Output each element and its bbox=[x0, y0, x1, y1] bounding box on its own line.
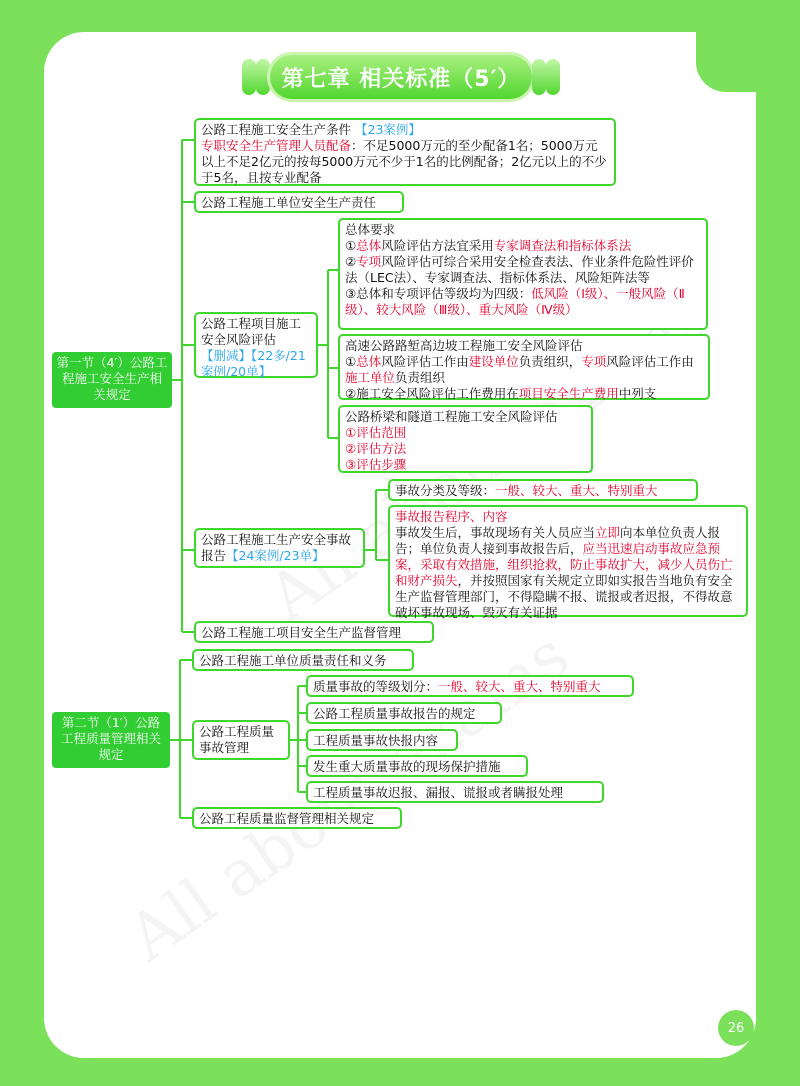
accident-levels-box bbox=[388, 479, 698, 501]
safety-conditions-title: 公路工程施工安全生产条件 bbox=[201, 122, 352, 137]
text: 事故发生后，事故现场有关人员应当 bbox=[395, 525, 596, 540]
text: 风险评估工作由 bbox=[381, 354, 469, 369]
bridge-tunnel-risk-box bbox=[338, 405, 593, 473]
section2-label: 第二节（1′）公路工程质量管理相关规定 bbox=[52, 712, 170, 768]
text: 负责组织 bbox=[395, 370, 446, 385]
text: 风险评估可综合采用安全检查表法、作业条件危险性评价法（LEC法）、专家调查法、指标体系法、风险矩阵法等 bbox=[345, 254, 694, 285]
text: ，并按照国家有关规定立即如实报告当地负有安全生产监督管理部门，不得隐瞒不报、谎报或者迟报，不得故意破坏事故现场、毁灭有关证据 bbox=[395, 573, 733, 620]
report-procedure-box bbox=[388, 505, 748, 620]
risk-assessment-title: 公路工程项目施工安全风险评估 bbox=[201, 316, 302, 347]
overall-requirements-title: 总体要求 bbox=[345, 222, 396, 237]
quality-supervision-box: 公路工程质量监督管理相关规定 bbox=[192, 807, 402, 829]
page-number: 26 bbox=[718, 1010, 754, 1046]
highlight: ①评估范围 bbox=[345, 425, 407, 440]
text: ② bbox=[345, 254, 357, 269]
text: ②施工安全风险评估工作费用在 bbox=[345, 386, 519, 401]
highlight: 一般、较大、重大、特别重大 bbox=[495, 483, 658, 498]
text: ① bbox=[345, 238, 357, 253]
highlight: 专项 bbox=[581, 354, 607, 369]
safety-supervision-box: 公路工程施工项目安全生产监督管理 bbox=[194, 621, 434, 643]
highlight: 专家调查法和指标体系法 bbox=[493, 238, 632, 253]
text: 风险评估工作由 bbox=[606, 354, 694, 369]
highlight: 总体 bbox=[356, 238, 382, 253]
highlight: 一般、较大、重大、特别重大 bbox=[438, 679, 601, 694]
highlight: 立即 bbox=[595, 525, 621, 540]
slope-risk-title: 高速公路路堑高边坡工程施工安全风险评估 bbox=[345, 338, 583, 353]
quality-flash-report-box: 工程质量事故快报内容 bbox=[306, 729, 458, 751]
highlight: ③评估步骤 bbox=[345, 457, 407, 472]
unit-responsibility-box: 公路工程施工单位安全生产责任 bbox=[194, 191, 404, 213]
highlight: 总体 bbox=[356, 354, 382, 369]
quality-report-rules-box: 公路工程质量事故报告的规定 bbox=[306, 702, 502, 724]
text: 风险评估方法宜采用 bbox=[381, 238, 494, 253]
highlight: 低风险（Ⅰ级）、一般风险（Ⅱ级）、较大风险（Ⅲ级）、重大风险（Ⅳ级） bbox=[345, 286, 685, 317]
highlight: 建设单位 bbox=[468, 354, 519, 369]
text: 负责组织， bbox=[518, 354, 582, 369]
text: 向本单位负责人报告；单位负责人接到事故报告后， bbox=[395, 525, 721, 556]
safety-staff-highlight: 专职安全生产管理人员配备 bbox=[201, 138, 352, 153]
late-report-handling-box: 工程质量事故迟报、漏报、谎报或者瞒报处理 bbox=[306, 781, 604, 803]
text: ③总体和专项评估等级均为四级： bbox=[345, 286, 532, 301]
highlight: 应当迅速启动事故应急预案，采取有效措施，组织抢救，防止事故扩大，减少人员伤亡和财产损失 bbox=[395, 541, 733, 588]
highlight: 项目安全生产费用 bbox=[518, 386, 619, 401]
accident-report-title: 公路工程施工生产安全事故报告 bbox=[201, 532, 352, 563]
section1-label: 第一节（4′）公路工程施工安全生产相关规定 bbox=[52, 352, 172, 408]
accident-report-box bbox=[194, 528, 365, 568]
bridge-tunnel-risk-title: 公路桥梁和隧道工程施工安全风险评估 bbox=[345, 409, 558, 424]
highlight: 专项 bbox=[356, 254, 382, 269]
text: 质量事故的等级划分： bbox=[313, 679, 439, 694]
text: ① bbox=[345, 354, 357, 369]
quality-levels-box bbox=[306, 675, 634, 697]
safety-conditions-box bbox=[194, 118, 616, 186]
slope-risk-box bbox=[338, 334, 710, 400]
safety-staff-text: ：不足5000万元的至少配备1名；5000万元以上不足2亿元的按每5000万元不少于1名的比例配备；2亿元以上的不少于5名，且按专业配备 bbox=[201, 138, 607, 185]
highlight: 施工单位 bbox=[345, 370, 396, 385]
chapter-title: 第七章 相关标准（5′） bbox=[281, 66, 521, 92]
risk-assessment-box bbox=[194, 312, 318, 378]
text: 事故分类及等级： bbox=[395, 483, 496, 498]
text: 中列支 bbox=[618, 386, 657, 401]
site-protection-box: 发生重大质量事故的现场保护措施 bbox=[306, 755, 528, 777]
report-procedure-title: 事故报告程序、内容 bbox=[395, 509, 508, 524]
risk-assessment-tag: 【删减】【22多/21案例/20单】 bbox=[201, 348, 306, 379]
quality-accident-box: 公路工程质量事故管理 bbox=[192, 720, 290, 760]
safety-conditions-tag: 【23案例】 bbox=[355, 122, 421, 137]
overall-requirements-box bbox=[338, 218, 708, 330]
accident-report-tag: 【24案例/23单】 bbox=[226, 548, 325, 563]
quality-responsibility-box: 公路工程施工单位质量责任和义务 bbox=[192, 649, 414, 671]
highlight: ②评估方法 bbox=[345, 441, 407, 456]
